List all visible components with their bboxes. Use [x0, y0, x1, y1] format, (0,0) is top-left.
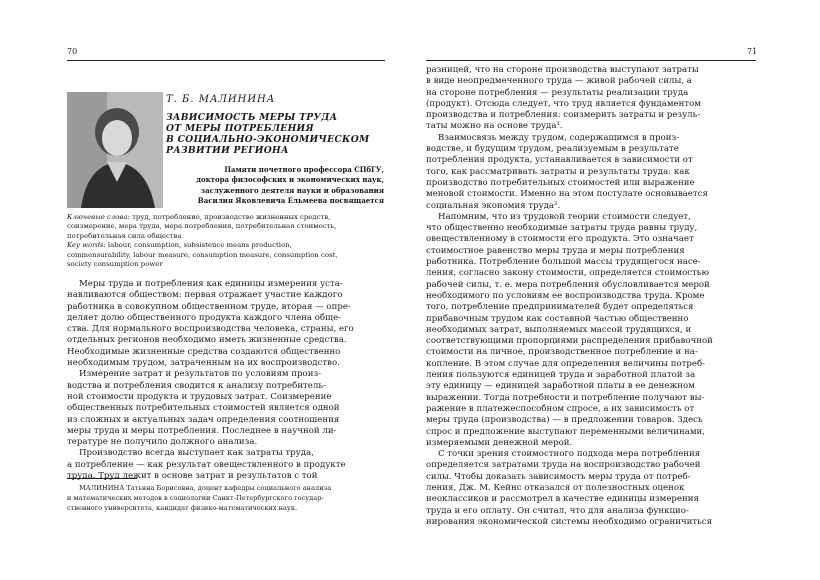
text-line: нирования экономической системы необходимо ограничиться [426, 516, 713, 527]
footnote-line: МАЛИНИНА Татьяна Борисовна, доцент кафедры социального анализа [79, 484, 332, 492]
dedication [166, 165, 384, 207]
text-line: а потребление — как результат овеществленного в продукте [67, 459, 346, 470]
text-line: водства и потребления сводится к анализу потребитель- [67, 380, 326, 391]
text-line: копление. В этом случае для определения величины потреб- [426, 358, 706, 369]
text-line: труда и его оплату. Он считал, что для анализа функцио- [426, 505, 689, 516]
text-line: (продукт). Отсюда следует, что труд является фундаментом [426, 98, 701, 109]
keywords-text: потребительная сила общества [67, 231, 182, 240]
text-line: Необходимые жизненные средства создаются общественно [67, 346, 341, 357]
text-line: стоимости на личное, производственное потребление и на- [426, 347, 698, 358]
text-line: стоимостное равенство меры труда и меры потребления [426, 245, 685, 256]
text-line: рабочей силы, т. е. мера потребления обусловливается мерой [426, 279, 710, 290]
text-line: ления, согласно закону стоимости, определяется стоимостью [426, 268, 709, 279]
keywords-text: труд, потребление, производство жизненных средств, [129, 213, 331, 221]
dedication-line: заслуженного деятеля науки и образования [200, 185, 384, 195]
text-line: эту единицу — единицей заработной платы в ее денежном [426, 381, 695, 392]
text-line: необходимым трудом, затраченным на их воспроизводство. [67, 358, 340, 369]
footnote-line: ственного университета, кандидат физико-математических наук. [67, 503, 298, 512]
text-line: отдельных регионов необходимо иметь жизненные средства. [67, 335, 347, 346]
author-name: Т. Б. МАЛИНИНА [166, 94, 276, 105]
text-line: водстве, и будущим трудом, реализуемым в результате [426, 144, 679, 155]
dedication-line: доктора философских и экономических наук, [196, 175, 384, 185]
text-line: Измерение затрат и результатов по условиям произ- [79, 369, 322, 380]
footnote-line: и математических методов в социологии Санкт-Петербургского государ- [67, 493, 324, 502]
text-line: в виде неопредмеченного труда — живой рабочей силы, а [426, 76, 692, 87]
dedication-line: Василия Яковлевича Ельмеева посвящается [197, 196, 384, 206]
text-line: что общественно необходимые затраты труда равны труду, [426, 223, 698, 234]
text-line: соответствующими пропорциями распределения прибавочной [426, 336, 713, 347]
header-rule-left [67, 60, 385, 61]
text-line: Напомним, что из трудовой теории стоимости следует, [438, 211, 691, 222]
text-line: необходимых затрат, выполняемых массой трудящихся, и [426, 324, 692, 335]
text-line: С точки зрения стоимостного подхода мера потребления [438, 449, 701, 460]
text-line: ления пользуются единицей труда и заработной платой за [426, 370, 696, 381]
keywords-label: Ключевые слова: [67, 213, 130, 221]
dedication-line: Памяти почетного профессора СПбГУ, [224, 165, 384, 174]
text-line: выражении. Тогда потребности и потребление получают вы- [426, 392, 705, 403]
text-line: потребления продукта, устанавливается в зависимости от [426, 155, 693, 166]
article-title [166, 112, 391, 156]
text-line: того, как рассматривать затраты и результаты труда: как [426, 166, 690, 177]
header-rule-right [426, 60, 756, 61]
text-line: общественных потребительных стоимостей является одной [67, 403, 340, 414]
text-line: Меры труда и потребления как единицы измерения уста- [79, 279, 343, 289]
text-line: ражение в платежеспособном спросе, а их зависимость от [426, 403, 695, 414]
text-line: деляет долю общественного продукта каждого члена обще- [67, 312, 342, 323]
text-line: производства и потребления: соизмерить затраты и резуль- [426, 110, 701, 121]
text-line: ления, Дж. М. Кейнс отказался от полезностных оценок [426, 482, 685, 493]
title-line: В СОЦИАЛЬНО-ЭКОНОМИЧЕСКОМ [166, 134, 370, 145]
keywords-en-text: labour, consumption, subsistence means production, [105, 241, 292, 250]
text-line: на стороне потребления — результаты реализации труда [426, 87, 689, 98]
text-line: необходимого по условиям ее воспроизводства труда. Кроме [426, 290, 705, 301]
page-number-right: 71 [747, 47, 758, 56]
keywords-en-text: commensurability, labour measure, consumption measure, consumption cost, [67, 250, 338, 259]
text-line: того, потребление предпринимателей будет определяться [426, 302, 694, 313]
text-line: из сложных и актуальных задач определения соотношения [67, 414, 340, 425]
footnote-rule [67, 478, 137, 479]
text-line: социальная экономия труда². [426, 200, 561, 211]
text-line: меры труда и меры потребления. Последнее в научной ли- [67, 425, 337, 436]
text-line: меновой стоимости. Именно на этом постулате основывается [426, 189, 708, 200]
text-line: Взаимосвязь между трудом, содержащимся в произ- [438, 132, 680, 143]
page-number-left: 70 [67, 47, 78, 56]
title-line: ОТ МЕРЫ ПОТРЕБЛЕНИЯ [166, 123, 314, 134]
text-line: овеществленному в стоимости его продукта. Это означает [426, 234, 694, 245]
keywords-text: соизмерение, мера труда, мера потребления, потребительная стоимость, [67, 222, 337, 231]
text-line: разницей, что на стороне производства выступают затраты [426, 65, 699, 75]
text-line: работника. Потребление большой массы трудящегося насе- [426, 257, 701, 268]
author-photo [67, 92, 163, 208]
right-body-text [426, 65, 746, 528]
text-line: меры труда (производства) — в предложении товаров. Здесь [426, 415, 703, 426]
title-line: ЗАВИСИМОСТЬ МЕРЫ ТРУДА [166, 112, 338, 123]
text-line: Производство всегда выступает как затраты труда, [79, 448, 314, 459]
text-line: навливаются обществом: первая отражает участие каждого [67, 290, 343, 301]
keywords-en-text: society consumption power [67, 260, 163, 269]
text-line: определяется затратами труда на воспроизводство рабочей [426, 460, 701, 471]
text-line: работника в совокупном общественном труде, вторая — опре- [67, 301, 351, 312]
text-line: тературе не получило должного анализа. [67, 437, 258, 448]
text-line: труда. Труд лежит в основе затрат и результатов с той [67, 471, 318, 482]
keywords-block [67, 213, 382, 269]
text-line: спрос и предложение выступают переменными величинами, [426, 426, 705, 437]
text-line: производство потребительных стоимостей или выражение [426, 177, 695, 188]
text-line: измеряемыми денежной мерой. [426, 437, 573, 448]
text-line: силы. Чтобы доказать зависимость меры труда от потреб- [426, 471, 691, 482]
text-line: неоклассиков и рассмотрел в качестве единицы измерения [426, 494, 699, 505]
left-body-text [67, 279, 385, 482]
text-line: таты можно на основе труда¹. [426, 121, 563, 132]
text-line: ства. Для нормального воспроизводства человека, страны, его [67, 324, 354, 335]
title-line: РАЗВИТИИ РЕГИОНА [166, 145, 289, 156]
text-line: ной стоимости продукта и трудовых затрат. Соизмерение [67, 391, 332, 402]
keywords-en-label: Key words: [67, 241, 106, 250]
text-line: прибавочным трудом как составной частью общественно [426, 313, 689, 324]
author-footnote [67, 484, 385, 513]
